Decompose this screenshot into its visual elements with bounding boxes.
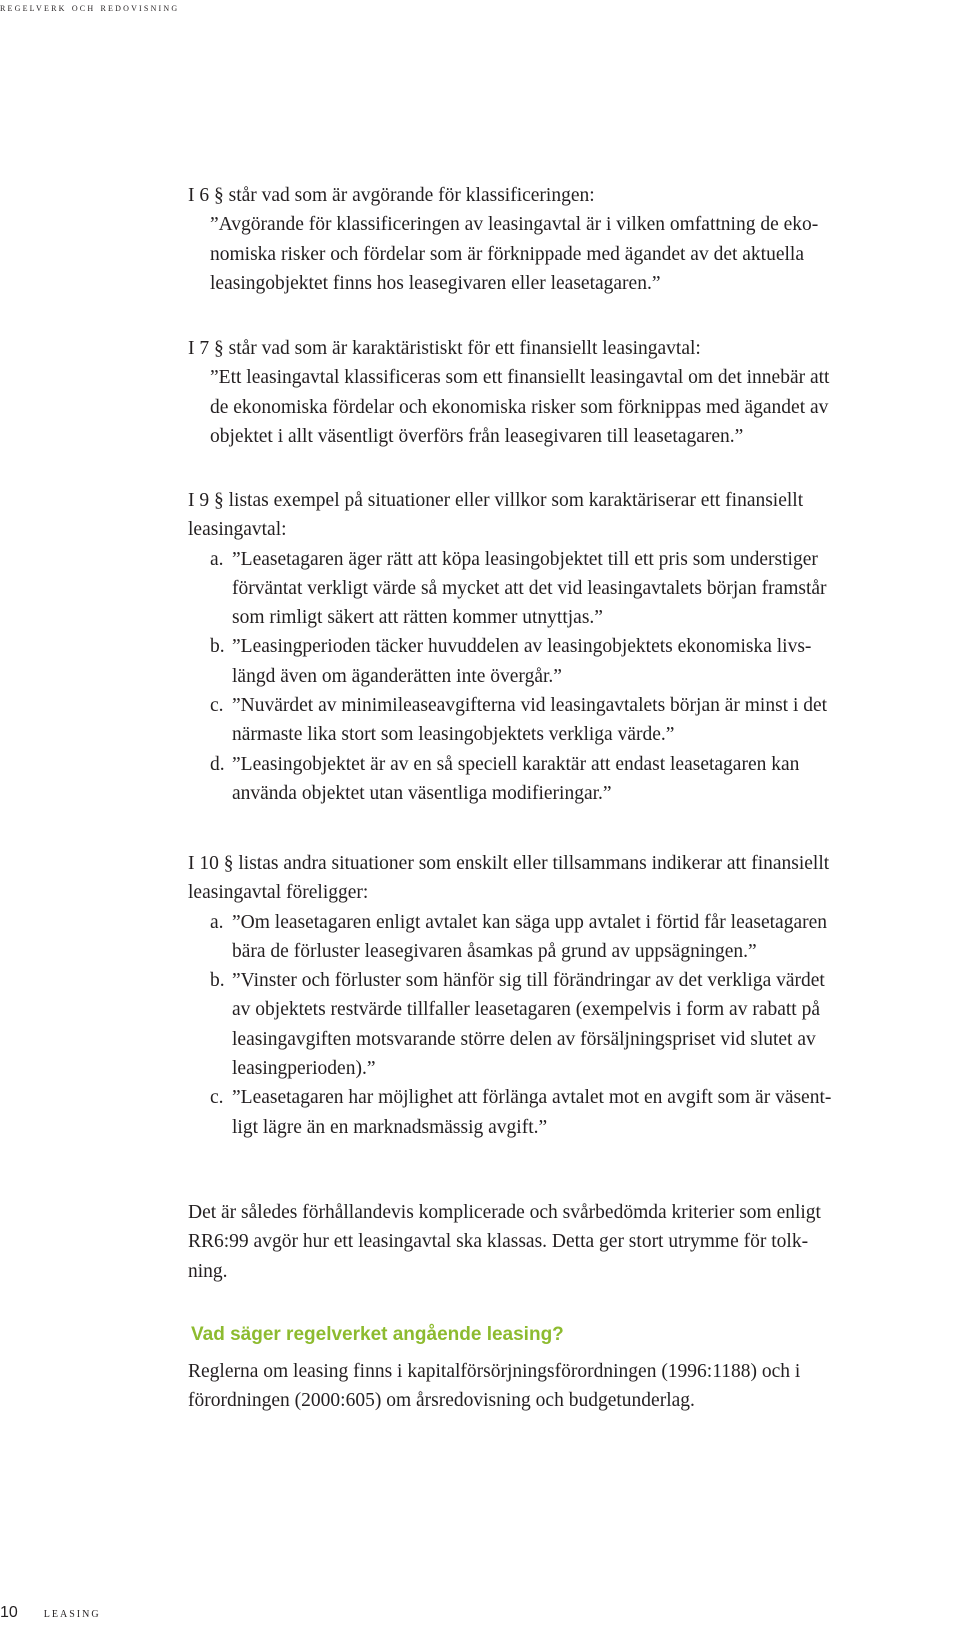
list-item-line: ”Nuvärdet av minimileaseavgifterna vid leasingavtalets början är minst i det xyxy=(232,695,828,717)
list-item xyxy=(188,908,831,967)
list-item-line: ”Leasingperioden täcker huvuddelen av leasingobjektets ekonomiska livs- xyxy=(232,636,812,658)
quote-line: nomiska risker och fördelar som är förknippade med ägandet av det aktuella xyxy=(210,243,804,265)
list-item xyxy=(188,750,827,809)
paragraph-section-10 xyxy=(188,849,831,1142)
paragraph-line: Det är således förhållandevis komplicerade och svårbedömda kriterier som enligt xyxy=(188,1202,821,1223)
list-marker: d. xyxy=(210,753,225,775)
list-item-line: använda objektet utan väsentliga modifieringar.” xyxy=(232,782,612,804)
list-item xyxy=(188,691,827,750)
list-item-line: ”Leasetagaren äger rätt att köpa leasingobjektet till ett pris som understiger xyxy=(232,548,818,570)
list-marker: a. xyxy=(210,911,224,933)
paragraph-line: förordningen (2000:605) om årsredovisning och budgetunderlag. xyxy=(188,1390,695,1412)
conclusion-paragraph xyxy=(188,1198,821,1286)
list-marker: b. xyxy=(210,970,225,992)
paragraph-line: Reglerna om leasing finns i kapitalförsörjningsförordningen (1996:1188) och i xyxy=(188,1361,801,1382)
section-heading: Vad säger regelverket angående leasing? xyxy=(191,1324,564,1345)
paragraph-section-9 xyxy=(188,486,827,808)
list-item-line: leasingavgiften motsvarande större delen av försäljningspriset vid slutet av xyxy=(232,1028,816,1050)
list-item xyxy=(188,632,827,691)
list-item-line: längd även om äganderätten inte övergår.” xyxy=(232,665,562,687)
paragraph-line: I 7 § står vad som är karaktäristiskt för ett finansiellt leasingavtal: xyxy=(188,338,701,359)
list-marker: c. xyxy=(210,1087,224,1109)
list-marker: a. xyxy=(210,548,224,570)
list-item-line: närmaste lika stort som leasingobjektets verkliga värde.” xyxy=(232,724,675,746)
quote-line: objektet i allt väsentligt överförs från leasegivaren till leasetagaren.” xyxy=(210,425,744,447)
list-item-line: ”Om leasetagaren enligt avtalet kan säga upp avtalet i förtid får leasetagaren xyxy=(232,911,828,933)
page-footer xyxy=(0,1604,101,1622)
paragraph-line: ning. xyxy=(188,1260,228,1282)
page-number: 10 xyxy=(0,1604,18,1621)
list-item-line: ”Vinster och förluster som hänför sig till förändringar av det verkliga värdet xyxy=(232,970,825,992)
list-item-line: förväntat verkligt värde så mycket att det vid leasingavtalets början framstår xyxy=(232,577,827,599)
list-item-line: som rimligt säkert att rätten kommer utnyttjas.” xyxy=(232,607,603,629)
paragraph-line: I 6 § står vad som är avgörande för klassificeringen: xyxy=(188,185,595,206)
paragraph-line: I 9 § listas exempel på situationer eller villkor som karaktäriserar ett finansiellt xyxy=(188,490,804,511)
quote-line: de ekonomiska fördelar och ekonomiska risker som förknippas med ägandet av xyxy=(210,396,829,418)
list-item-line: bära de förluster leasegivaren åsamkas på grund av uppsägningen.” xyxy=(232,940,757,962)
section-paragraph xyxy=(188,1357,800,1416)
paragraph-line: I 10 § listas andra situationer som enskilt eller tillsammans indikerar att finansiellt xyxy=(188,853,830,874)
list-item-line: av objektets restvärde tillfaller leasetagaren (exempelvis i form av rabatt på xyxy=(232,999,820,1021)
paragraph-section-7 xyxy=(188,334,829,451)
list-item-line: leasingperioden).” xyxy=(232,1058,376,1080)
list-item xyxy=(188,966,831,1083)
footer-label: leasing xyxy=(43,1606,101,1621)
paragraph-line: RR6:99 avgör hur ett leasingavtal ska klassas. Detta ger stort utrymme för tolk- xyxy=(188,1231,809,1253)
list-item-line: ”Leasingobjektet är av en så speciell karaktär att endast leasetagaren kan xyxy=(232,753,800,775)
list-marker: b. xyxy=(210,636,225,658)
list-item-line: ligt lägre än en marknadsmässig avgift.” xyxy=(232,1116,548,1138)
list-item xyxy=(188,1083,831,1142)
paragraph-line: leasingavtal föreligger: xyxy=(188,882,369,904)
list-marker: c. xyxy=(210,695,224,717)
paragraph-line: leasingavtal: xyxy=(188,519,287,541)
list-item-line: ”Leasetagaren har möjlighet att förlänga avtalet mot en avgift som är väsent- xyxy=(232,1087,832,1109)
quote-line: ”Ett leasingavtal klassificeras som ett finansiellt leasingavtal om det innebär att xyxy=(210,367,830,389)
quote-line: leasingobjektet finns hos leasegivaren eller leasetagaren.” xyxy=(210,272,661,294)
list-item xyxy=(188,545,827,633)
paragraph-section-6 xyxy=(188,181,818,298)
running-header: regelverk och redovisning xyxy=(0,0,180,14)
quote-line: ”Avgörande för klassificeringen av leasingavtal är i vilken omfattning de eko- xyxy=(210,214,819,236)
